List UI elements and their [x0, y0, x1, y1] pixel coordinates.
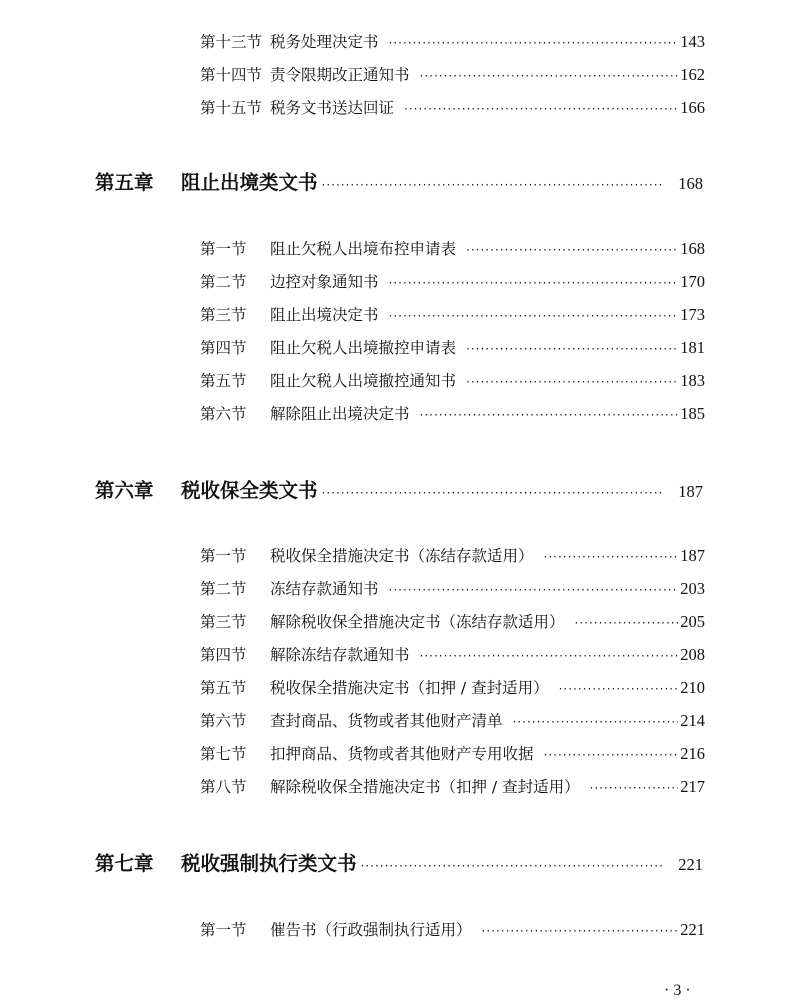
- section-title: 解除阻止出境决定书: [270, 405, 410, 423]
- toc-section-entry[interactable]: [200, 544, 705, 566]
- page-number: 187: [680, 546, 705, 565]
- page-number: 185: [680, 404, 705, 423]
- toc-section-entry[interactable]: [200, 577, 705, 599]
- section-number: 第五节: [200, 679, 247, 697]
- dot-leader: [420, 69, 679, 83]
- chapter-number: 第六章: [95, 479, 154, 502]
- section-number: 第六节: [200, 712, 247, 730]
- page-number: 170: [680, 272, 705, 291]
- dot-leader: [466, 342, 678, 356]
- page-number: 208: [680, 645, 705, 664]
- dot-leader: [466, 375, 678, 389]
- toc-chapter-entry[interactable]: [95, 848, 703, 876]
- toc-section-entry[interactable]: [200, 402, 705, 424]
- dot-leader: [420, 649, 679, 663]
- section-number: 第一节: [200, 240, 247, 258]
- page-number: 162: [680, 65, 705, 84]
- page-number: 221: [678, 855, 703, 874]
- toc-section-entry[interactable]: [200, 270, 705, 292]
- toc-section-entry[interactable]: [200, 709, 705, 731]
- page-number: 216: [680, 744, 705, 763]
- dot-leader: [389, 583, 679, 597]
- page-number: 168: [680, 239, 705, 258]
- chapter-title: 阻止出境类文书: [181, 171, 318, 194]
- section-number: 第一节: [200, 921, 247, 939]
- section-title: 阻止欠税人出境撤控通知书: [270, 372, 457, 390]
- toc-section-entry[interactable]: [200, 369, 705, 391]
- dot-leader: [322, 178, 663, 192]
- section-number: 第三节: [200, 306, 247, 324]
- toc-section-entry[interactable]: [200, 303, 705, 325]
- section-title: 扣押商品、货物或者其他财产专用收据: [270, 745, 534, 763]
- dot-leader: [559, 682, 679, 696]
- section-title: 税务处理决定书: [270, 33, 379, 51]
- page-number: 187: [678, 482, 703, 501]
- section-number: 第八节: [200, 778, 247, 796]
- section-number: 第二节: [200, 273, 247, 291]
- toc-section-entry[interactable]: [200, 676, 705, 698]
- page-number: 173: [680, 305, 705, 324]
- dot-leader: [389, 36, 679, 50]
- section-title: 冻结存款通知书: [270, 580, 379, 598]
- page-number: 181: [680, 338, 705, 357]
- toc-chapter-entry[interactable]: [95, 475, 703, 503]
- section-title: 税收保全措施决定书（扣押 / 查封适用）: [270, 679, 549, 697]
- page-number: 210: [680, 678, 705, 697]
- section-title: 阻止欠税人出境撤控申请表: [270, 339, 457, 357]
- toc-section-entry[interactable]: [200, 643, 705, 665]
- chapter-number: 第五章: [95, 171, 154, 194]
- section-number: 第一节: [200, 547, 247, 565]
- section-number: 第三节: [200, 613, 247, 631]
- chapter-title: 税收强制执行类文书: [181, 852, 357, 875]
- toc-section-entry[interactable]: [200, 30, 705, 52]
- section-number: 第四节: [200, 339, 247, 357]
- section-number: 第二节: [200, 580, 247, 598]
- dot-leader: [482, 924, 679, 938]
- dot-leader: [361, 859, 663, 873]
- chapter-title: 税收保全类文书: [181, 479, 318, 502]
- section-title: 边控对象通知书: [270, 273, 379, 291]
- dot-leader: [544, 748, 679, 762]
- dot-leader: [466, 243, 678, 257]
- page-number: 143: [680, 32, 705, 51]
- dot-leader: [322, 486, 663, 500]
- chapter-number: 第七章: [95, 852, 154, 875]
- toc-section-entry[interactable]: [200, 742, 705, 764]
- page-number: 183: [680, 371, 705, 390]
- section-title: 解除税收保全措施决定书（扣押 / 查封适用）: [270, 778, 580, 796]
- dot-leader: [575, 616, 679, 630]
- dot-leader: [590, 781, 679, 795]
- toc-section-entry[interactable]: [200, 610, 705, 632]
- dot-leader: [544, 550, 679, 564]
- toc-section-entry[interactable]: [200, 918, 705, 940]
- dot-leader: [420, 408, 679, 422]
- page-folio: · 3 ·: [664, 982, 691, 999]
- toc-section-entry[interactable]: [200, 63, 705, 85]
- dot-leader: [389, 276, 679, 290]
- section-title: 责令限期改正通知书: [270, 66, 410, 84]
- section-title: 催告书（行政强制执行适用）: [270, 921, 472, 939]
- section-title: 解除税收保全措施决定书（冻结存款适用）: [270, 613, 565, 631]
- toc-chapter-entry[interactable]: [95, 167, 703, 195]
- section-number: 第十四节: [200, 66, 263, 84]
- page-number: 214: [680, 711, 705, 730]
- dot-leader: [404, 102, 678, 116]
- page-number: 168: [678, 174, 703, 193]
- section-title: 查封商品、货物或者其他财产清单: [270, 712, 503, 730]
- page-number: 217: [680, 777, 705, 796]
- dot-leader: [389, 309, 679, 323]
- toc-section-entry[interactable]: [200, 775, 705, 797]
- section-title: 税务文书送达回证: [270, 99, 395, 117]
- section-number: 第四节: [200, 646, 247, 664]
- section-number: 第十三节: [200, 33, 263, 51]
- section-number: 第六节: [200, 405, 247, 423]
- toc-section-entry[interactable]: [200, 237, 705, 259]
- page-number: 203: [680, 579, 705, 598]
- page-number: 221: [680, 920, 705, 939]
- section-number: 第五节: [200, 372, 247, 390]
- section-number: 第十五节: [200, 99, 263, 117]
- section-title: 解除冻结存款通知书: [270, 646, 410, 664]
- toc-section-entry[interactable]: [200, 96, 705, 118]
- toc-section-entry[interactable]: [200, 336, 705, 358]
- dot-leader: [513, 715, 679, 729]
- section-title: 税收保全措施决定书（冻结存款适用）: [270, 547, 534, 565]
- section-title: 阻止出境决定书: [270, 306, 379, 324]
- page-number: 205: [680, 612, 705, 631]
- section-title: 阻止欠税人出境布控申请表: [270, 240, 457, 258]
- section-number: 第七节: [200, 745, 247, 763]
- page-number: 166: [680, 98, 705, 117]
